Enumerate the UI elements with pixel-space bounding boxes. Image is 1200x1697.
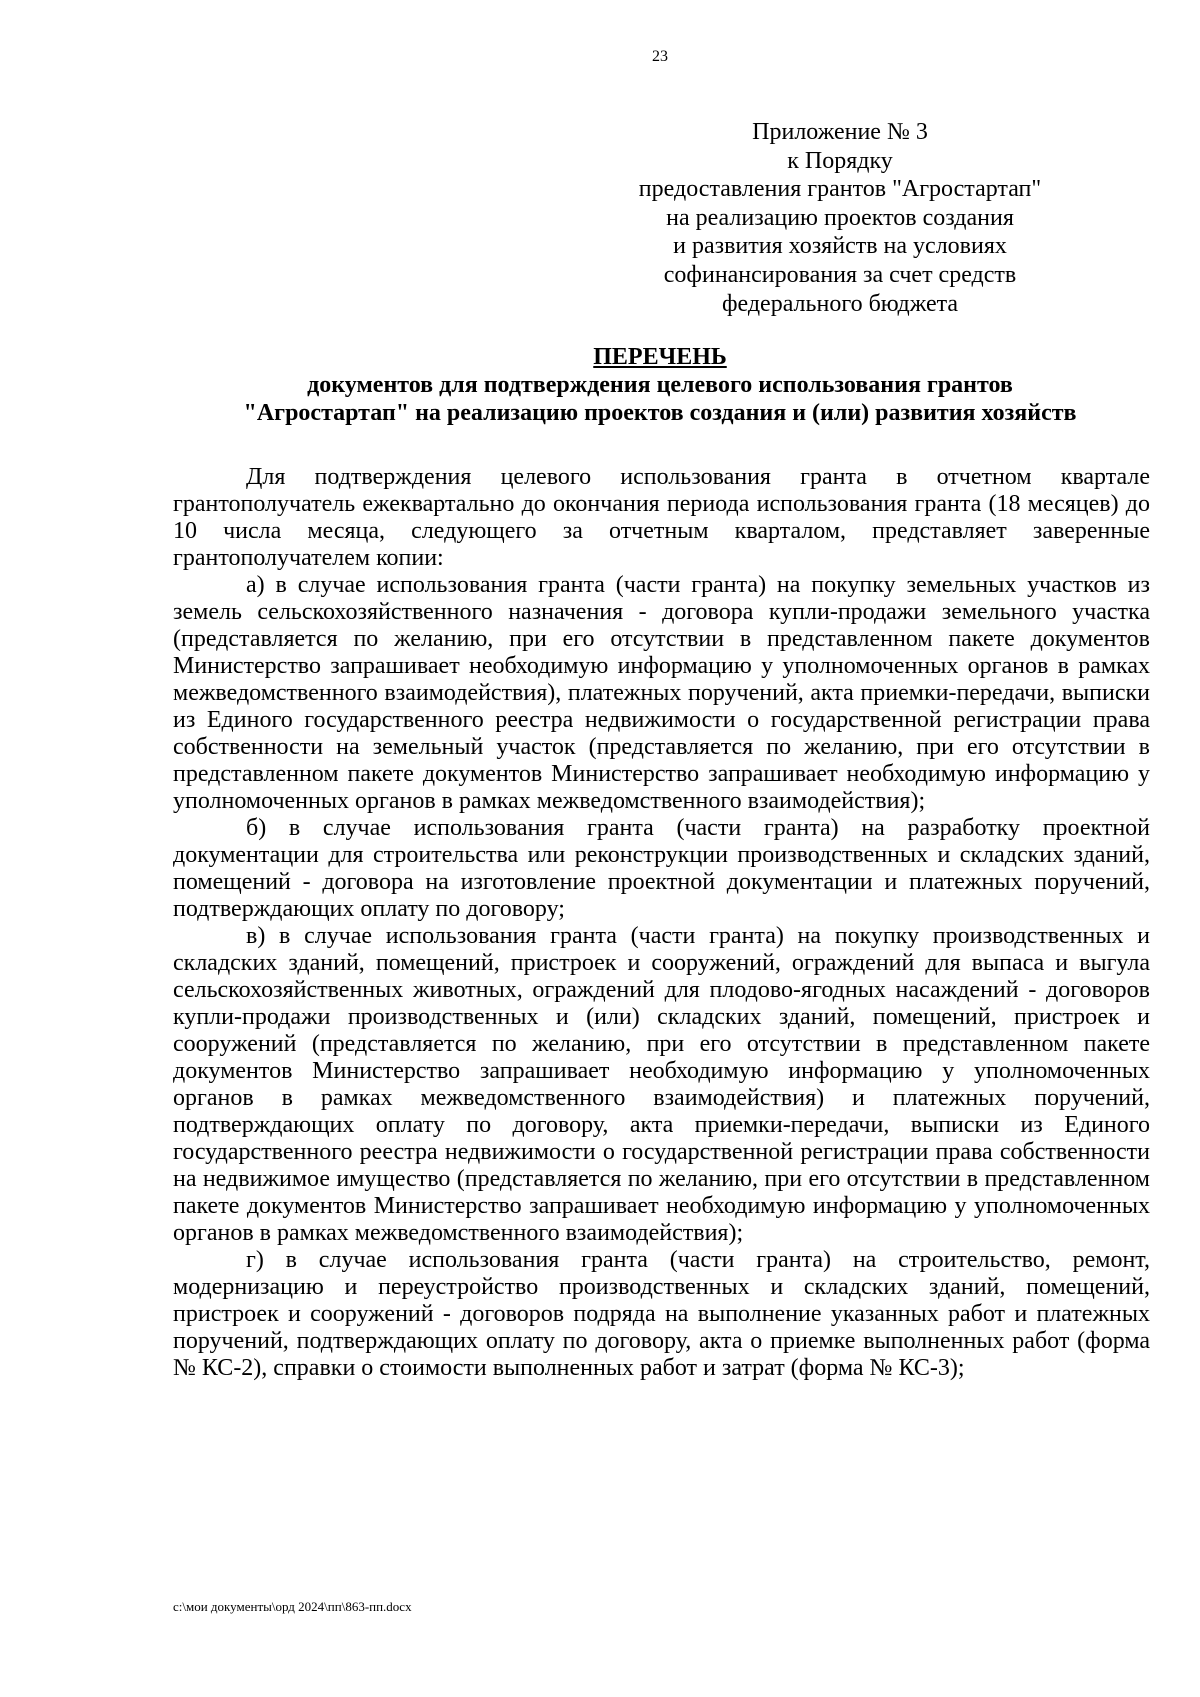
appendix-line: Приложение № 3 bbox=[752, 119, 928, 145]
appendix-header bbox=[600, 118, 1080, 318]
appendix-line: на реализацию проектов создания bbox=[666, 204, 1014, 231]
intro-paragraph: Для подтверждения целевого использования гранта в отчетном квартале грантополучатель ежеквартально до окончания периода использования гранта (18 месяцев) до 10 числа месяца, следующего за отчетным кварталом, представляет заверенные грантополучателем копии: bbox=[173, 464, 1150, 571]
appendix-line: федерального бюджета bbox=[721, 290, 959, 317]
footer-file-path: c:\мои документы\орд 2024\пп\863-пп.docx bbox=[173, 1599, 412, 1614]
appendix-line: и развития хозяйств на условиях bbox=[673, 233, 1007, 260]
appendix-line: софинансирования за счет средств bbox=[663, 261, 1017, 288]
title-subline: документов для подтверждения целевого использования грантов bbox=[307, 372, 1013, 398]
page-number: 23 bbox=[652, 48, 668, 65]
item-g-paragraph: г) в случае использования гранта (части гранта) на строительство, ремонт, модернизацию и переустройство производственных и складских зданий, помещений, пристроек и сооружений - договоров подряда на выполнение указанных работ и платежных поручений, подтверждающих оплату по договору, акта о приемке выполненных работ (форма № КС-2), справки о стоимости выполненных работ и затрат (форма № КС-3); bbox=[173, 1247, 1150, 1381]
appendix-line: к Порядку bbox=[787, 147, 893, 174]
document-body bbox=[173, 464, 1150, 1382]
title-subline: "Агростартап" на реализацию проектов создания и (или) развития хозяйств bbox=[243, 400, 1077, 426]
title-main: ПЕРЕЧЕНЬ bbox=[593, 344, 727, 370]
item-b-paragraph: б) в случае использования гранта (части гранта) на разработку проектной документации для строительства или реконструкции производственных и складских зданий, помещений - договора на изготовление проектной документации и платежных поручений, подтверждающих оплату по договору; bbox=[173, 815, 1150, 922]
item-v-paragraph: в) в случае использования гранта (части гранта) на покупку производственных и складских зданий, помещений, пристроек и сооружений, ограждений для выпаса и выгула сельскохозяйственных животных, ограждений для плодово-ягодных насаждений - договоров купли-продажи производственных и (или) складских зданий, помещений, пристроек и сооружений (представляется по желанию, при его отсутствии в представленном пакете документов Министерство запрашивает необходимую информацию у уполномоченных органов в рамках межведомственного взаимодействия) и платежных поручений, подтверждающих оплату по договору, акта приемки-передачи, выписки из Единого государственного реестра недвижимости о государственной регистрации права собственности на недвижимое имущество (представляется по желанию, при его отсутствии в представленном пакете документов Министерство запрашивает необходимую информацию у уполномоченных органов в рамках межведомственного взаимодействия); bbox=[173, 923, 1150, 1246]
appendix-line: предоставления грантов "Агростартап" bbox=[638, 176, 1042, 203]
document-title bbox=[175, 343, 1145, 427]
item-a-paragraph: а) в случае использования гранта (части гранта) на покупку земельных участков из земель сельскохозяйственного назначения - договора купли-продажи земельного участка (представляется по желанию, при его отсутствии в представленном пакете документов Министерство запрашивает необходимую информацию у уполномоченных органов в рамках межведомственного взаимодействия), платежных поручений, акта приемки-передачи, выписки из Единого государственного реестра недвижимости о государственной регистрации права собственности на земельный участок (представляется по желанию, при его отсутствии в представленном пакете документов Министерство запрашивает необходимую информацию у уполномоченных органов в рамках межведомственного взаимодействия); bbox=[173, 572, 1150, 814]
